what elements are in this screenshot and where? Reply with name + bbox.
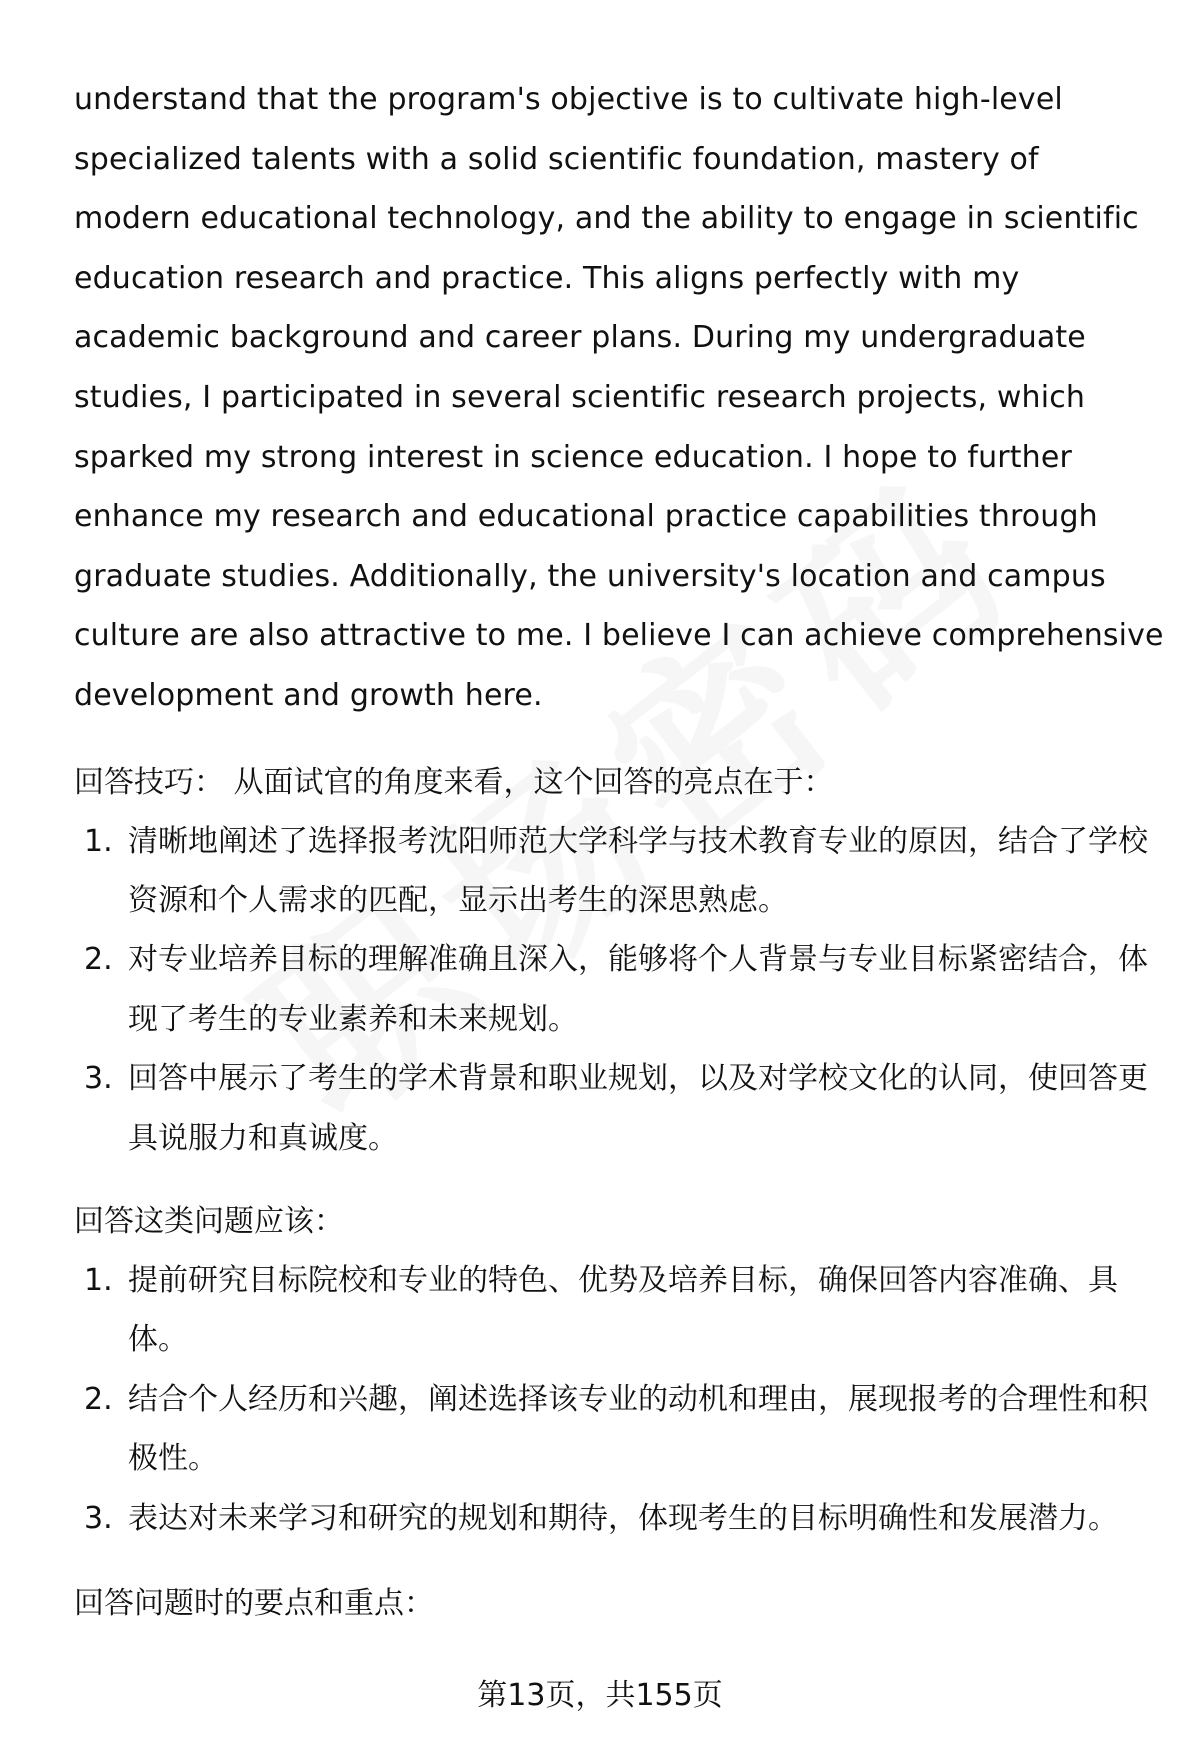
document-body bbox=[74, 70, 1164, 1633]
list-item-text: 结合个人经历和兴趣，阐述选择该专业的动机和理由，展现报考的合理性和积极性。 bbox=[128, 1381, 1148, 1477]
list-item-text: 表达对未来学习和研究的规划和期待，体现考生的目标明确性和发展潜力。 bbox=[128, 1500, 1118, 1536]
keypoints-label: 回答问题时的要点和重点： bbox=[74, 1586, 434, 1621]
list-item-number: 2. bbox=[84, 942, 113, 978]
should-list bbox=[74, 1251, 1164, 1548]
list-item bbox=[74, 812, 1164, 931]
list-item-number: 1. bbox=[84, 823, 113, 859]
should-label: 回答这类问题应该： bbox=[74, 1203, 344, 1239]
list-item-number: 3. bbox=[84, 1061, 113, 1097]
list-item-number: 1. bbox=[84, 1262, 113, 1298]
list-item-text: 对专业培养目标的理解准确且深入，能够将个人背景与专业目标紧密结合，体现了考生的专业素养和未来规划。 bbox=[128, 942, 1148, 1037]
list-item bbox=[74, 1251, 1164, 1370]
list-item bbox=[74, 1370, 1164, 1489]
list-item bbox=[74, 1489, 1164, 1548]
list-item bbox=[74, 1049, 1164, 1168]
tips-list bbox=[74, 812, 1164, 1168]
list-item-text: 回答中展示了考生的学术背景和职业规划，以及对学校文化的认同，使回答更具说服力和真诚度。 bbox=[128, 1061, 1148, 1156]
list-item bbox=[74, 930, 1164, 1049]
page-number-footer: 第13页，共155页 bbox=[477, 1678, 723, 1713]
list-item-text: 提前研究目标院校和专业的特色、优势及培养目标，确保回答内容准确、具体。 bbox=[128, 1262, 1118, 1358]
list-item-number: 2. bbox=[84, 1381, 113, 1417]
list-item-text: 清晰地阐述了选择报考沈阳师范大学科学与技术教育专业的原因，结合了学校资源和个人需求的匹配，显示出考生的深思熟虑。 bbox=[128, 823, 1148, 918]
list-item-number: 3. bbox=[84, 1500, 113, 1536]
tips-label: 回答技巧： 从面试官的角度来看，这个回答的亮点在于： bbox=[74, 764, 834, 800]
intro-paragraph: understand that the program's objective is to cultivate high-level specialized talents with a solid scientific foundation, mastery of modern educational technology, and the ability to engage in scientific education research and practice. This aligns perfectly with my academic background and career plans. During my undergraduate studies, I participated in several scientific research projects, which sparked my strong interest in science education. I hope to further enhance my research and educational practice capabilities through graduate studies. Additionally, the university's location and campus culture are also attractive to me. I believe I can achieve comprehensive development and growth here. bbox=[74, 82, 1164, 713]
